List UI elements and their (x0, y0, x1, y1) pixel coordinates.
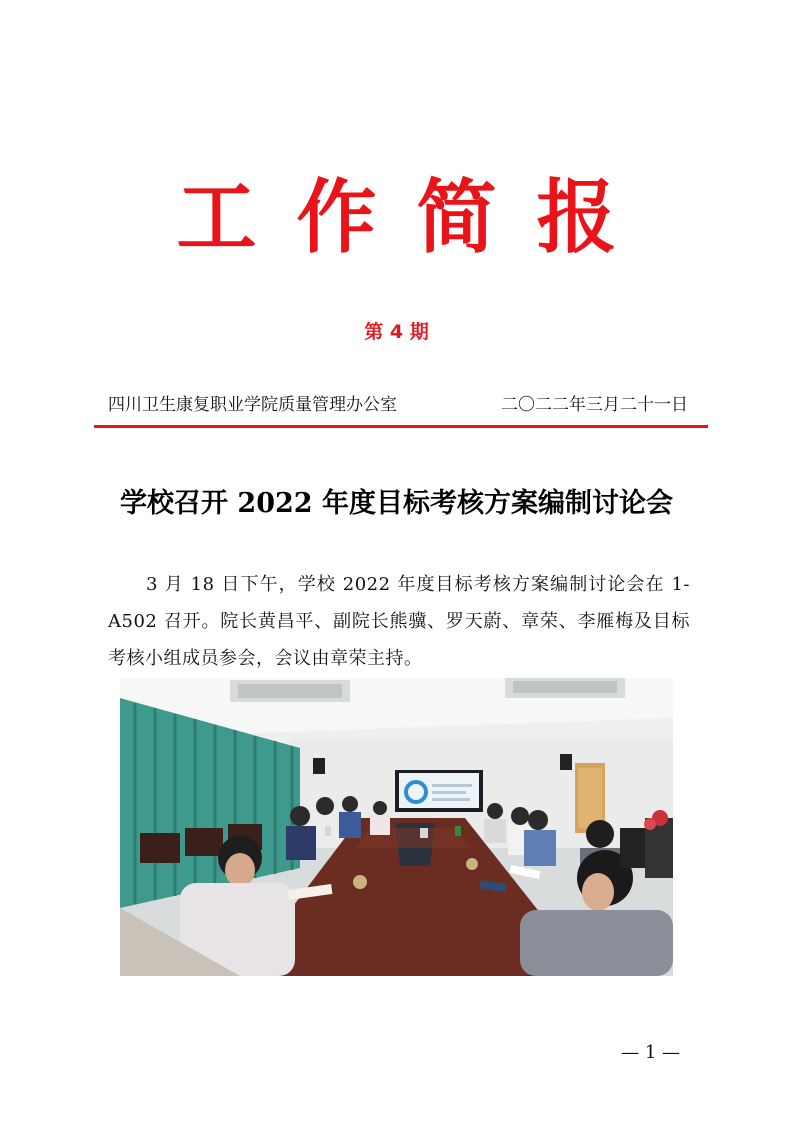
page-number: — 1 — (621, 1042, 680, 1063)
organization-name: 四川卫生康复职业学院质量管理办公室 (108, 395, 397, 415)
red-divider-line (94, 425, 708, 428)
issue-number: 第 4 期 (364, 321, 429, 343)
issue-date: 二〇二二年三月二十一日 (501, 395, 688, 415)
masthead-title: 工作简报 (176, 171, 657, 264)
article-headline: 学校召开 2022 年度目标考核方案编制讨论会 (120, 488, 673, 519)
header-line (108, 393, 688, 417)
meeting-photo (120, 678, 673, 976)
meeting-photo-illustration (120, 678, 673, 976)
article-paragraph: 3 月 18 日下午，学校 2022 年度目标考核方案编制讨论会在 1-A502 召开。院长黄昌平、副院长熊骥、罗天蔚、章荣、李雁梅及目标考核小组成员参会，会议由章荣主持。 (108, 574, 690, 669)
